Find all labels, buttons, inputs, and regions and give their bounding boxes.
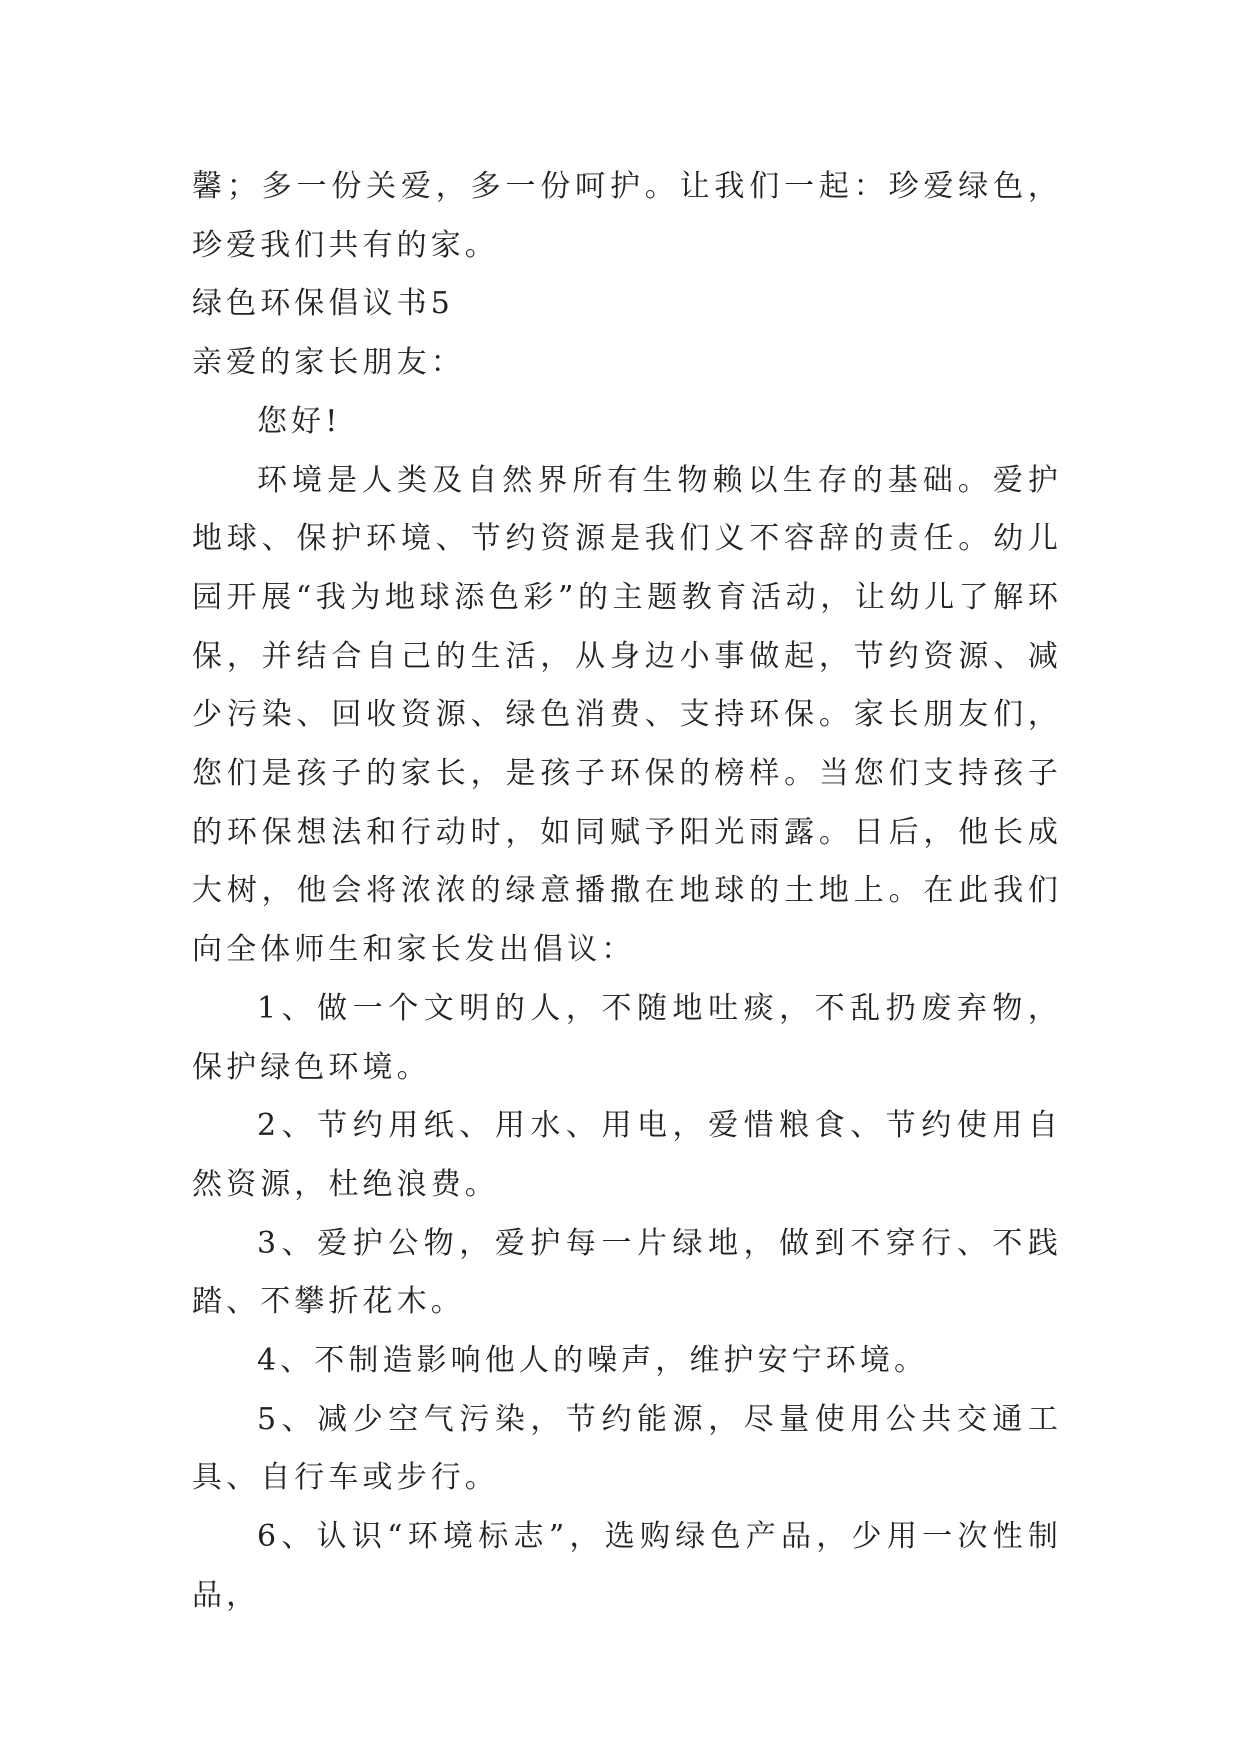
list-item-6: 6、认识“环境标志”，选购绿色产品，少用一次性制品，: [192, 1519, 1062, 1613]
document-body: [192, 158, 1062, 1626]
paragraph-continuation: 馨；多一份关爱，多一份呵护。让我们一起：珍爱绿色，珍爱我们共有的家。: [192, 169, 1062, 263]
list-item-5: 5、减少空气污染，节约能源，尽量使用公共交通工具、自行车或步行。: [192, 1401, 1062, 1496]
list-item-3: 3、爱护公物，爱护每一片绿地，做到不穿行、不践踏、不攀折花木。: [192, 1225, 1062, 1320]
list-item-4: 4、不制造影响他人的噪声，维护安宁环境。: [257, 1343, 929, 1379]
paragraph-intro: 环境是人类及自然界所有生物赖以生存的基础。爱护地球、保护环境、节约资源是我们义不容辞的责任。幼儿园开展“我为地球添色彩”的主题教育活动，让幼儿了解环保，并结合自己的生活，从身边小事做起，节约资源、减少污染、回收资源、绿色消费、支持环保。家长朋友们，您们是孩子的家长，是孩子环保的榜样。当您们支持孩子的环保想法和行动时，如同赋予阳光雨露。日后，他长成大树，他会将浓浓的绿意播撒在地球的土地上。在此我们向全体师生和家长发出倡议：: [192, 462, 1062, 968]
list-item-2: 2、节约用纸、用水、用电，爱惜粮食、节约使用自然资源，杜绝浪费。: [192, 1108, 1062, 1202]
list-item-1: 1、做一个文明的人，不随地吐痰，不乱扔废弃物，保护绿色环境。: [192, 990, 1062, 1085]
greeting: 您好!: [257, 403, 342, 439]
section-title: 绿色环保倡议书5: [192, 286, 454, 322]
salutation: 亲爱的家长朋友：: [192, 345, 465, 381]
